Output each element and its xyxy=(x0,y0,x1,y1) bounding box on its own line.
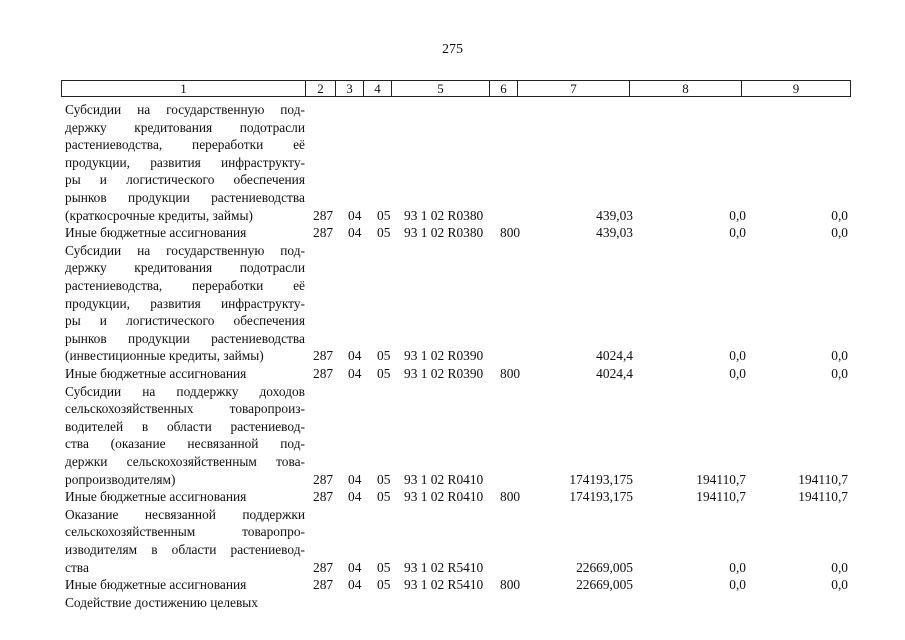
description-line: Иные бюджетные ассигнования xyxy=(65,577,247,593)
subsection-code: 05 xyxy=(377,225,391,241)
column-header: 3 xyxy=(336,81,364,97)
amount-col8: 0,0 xyxy=(729,559,746,575)
table-row xyxy=(0,576,905,594)
table-row xyxy=(0,101,905,224)
column-header-row xyxy=(62,81,851,97)
grbs-code: 287 xyxy=(313,489,334,505)
target-article-code: 93 1 02 R0380 xyxy=(404,225,484,241)
table-row xyxy=(0,224,905,242)
section-code: 04 xyxy=(348,471,362,487)
description-line: (инвестиционные кредиты, займы) xyxy=(65,348,264,364)
description-line: ры и логистического обеспечения xyxy=(65,313,305,329)
row-codes xyxy=(0,347,905,365)
amount-col9: 0,0 xyxy=(831,559,848,575)
description-line: Иные бюджетные ассигнования xyxy=(65,225,247,241)
target-article-code: 93 1 02 R0390 xyxy=(404,365,484,381)
target-article-code: 93 1 02 R5410 xyxy=(404,559,484,575)
description-line: держку кредитования подотрасли xyxy=(65,119,305,135)
row-codes xyxy=(0,471,905,489)
expense-type-code: 800 xyxy=(500,577,521,593)
subsection-code: 05 xyxy=(377,207,391,223)
amount-col9: 0,0 xyxy=(831,348,848,364)
column-header: 8 xyxy=(630,81,742,97)
section-code: 04 xyxy=(348,348,362,364)
description-line: водителей в области растениевод- xyxy=(65,418,305,434)
column-header: 1 xyxy=(62,81,306,97)
subsection-code: 05 xyxy=(377,577,391,593)
target-article-code: 93 1 02 R0380 xyxy=(404,207,484,223)
description-line: растениеводства, переработки её xyxy=(65,137,305,153)
column-header: 9 xyxy=(742,81,851,97)
column-header: 2 xyxy=(306,81,336,97)
grbs-code: 287 xyxy=(313,471,334,487)
description-line: Иные бюджетные ассигнования xyxy=(65,365,247,381)
description-line: сельскохозяйственным товаропро- xyxy=(65,524,305,540)
description-line: ры и логистического обеспечения xyxy=(65,172,305,188)
section-code: 04 xyxy=(348,577,362,593)
expense-type-code: 800 xyxy=(500,489,521,505)
description-line: (краткосрочные кредиты, займы) xyxy=(65,207,253,223)
budget-table-body xyxy=(0,101,905,611)
section-code: 04 xyxy=(348,489,362,505)
table-row xyxy=(0,383,905,489)
expense-type-code: 800 xyxy=(500,365,521,381)
description-line: ства xyxy=(65,559,89,575)
description-line: ства (оказание несвязанной под- xyxy=(65,436,305,452)
description-line: продукции, развития инфраструкту- xyxy=(65,295,305,311)
amount-col7: 22669,005 xyxy=(576,577,633,593)
grbs-code: 287 xyxy=(313,207,334,223)
amount-col8: 194110,7 xyxy=(696,471,746,487)
table-row xyxy=(0,506,905,576)
description-line: держки сельскохозяйственным това- xyxy=(65,453,305,469)
amount-col7: 22669,005 xyxy=(576,559,633,575)
row-codes xyxy=(0,207,905,225)
grbs-code: 287 xyxy=(313,348,334,364)
grbs-code: 287 xyxy=(313,225,334,241)
section-code: 04 xyxy=(348,225,362,241)
column-header: 7 xyxy=(518,81,630,97)
amount-col7: 4024,4 xyxy=(596,365,633,381)
description-line: Иные бюджетные ассигнования xyxy=(65,489,247,505)
table-row xyxy=(0,242,905,365)
amount-col9: 194110,7 xyxy=(798,471,848,487)
description-line: Субсидии на поддержку доходов xyxy=(65,383,305,399)
amount-col8: 0,0 xyxy=(729,207,746,223)
target-article-code: 93 1 02 R0410 xyxy=(404,471,484,487)
expense-type-code: 800 xyxy=(500,225,521,241)
description-line: держку кредитования подотрасли xyxy=(65,260,305,276)
target-article-code: 93 1 02 R5410 xyxy=(404,577,484,593)
amount-col8: 0,0 xyxy=(729,348,746,364)
description-line: Оказание несвязанной поддержки xyxy=(65,506,305,522)
amount-col7: 174193,175 xyxy=(569,471,633,487)
description-line: рынков продукции растениеводства xyxy=(65,189,305,205)
description-line: изводителям в области растениевод- xyxy=(65,541,305,557)
table-row xyxy=(0,488,905,506)
description-line: сельскохозяйственных товаропроиз- xyxy=(65,401,305,417)
row-codes xyxy=(0,576,905,594)
table-row xyxy=(0,365,905,383)
amount-col7: 174193,175 xyxy=(569,489,633,505)
column-header: 4 xyxy=(364,81,392,97)
amount-col9: 194110,7 xyxy=(798,489,848,505)
subsection-code: 05 xyxy=(377,365,391,381)
target-article-code: 93 1 02 R0410 xyxy=(404,489,484,505)
description-line: продукции, развития инфраструкту- xyxy=(65,154,305,170)
amount-col7: 439,03 xyxy=(596,207,633,223)
grbs-code: 287 xyxy=(313,559,334,575)
subsection-code: 05 xyxy=(377,471,391,487)
subsection-code: 05 xyxy=(377,559,391,575)
section-code: 04 xyxy=(348,559,362,575)
table-row xyxy=(0,594,905,612)
section-code: 04 xyxy=(348,207,362,223)
description-line: растениеводства, переработки её xyxy=(65,277,305,293)
row-codes xyxy=(0,224,905,242)
amount-col9: 0,0 xyxy=(831,225,848,241)
amount-col9: 0,0 xyxy=(831,207,848,223)
row-codes xyxy=(0,488,905,506)
description-line: Субсидии на государственную под- xyxy=(65,242,305,258)
subsection-code: 05 xyxy=(377,348,391,364)
description-line: рынков продукции растениеводства xyxy=(65,330,305,346)
description-line: Содействие достижению целевых xyxy=(65,594,258,610)
amount-col8: 0,0 xyxy=(729,365,746,381)
amount-col8: 0,0 xyxy=(729,225,746,241)
row-codes xyxy=(0,365,905,383)
description-line: ропроизводителям) xyxy=(65,471,176,487)
column-header-table xyxy=(61,80,851,97)
subsection-code: 05 xyxy=(377,489,391,505)
row-codes xyxy=(0,594,905,612)
amount-col7: 4024,4 xyxy=(596,348,633,364)
target-article-code: 93 1 02 R0390 xyxy=(404,348,484,364)
amount-col7: 439,03 xyxy=(596,225,633,241)
section-code: 04 xyxy=(348,365,362,381)
amount-col9: 0,0 xyxy=(831,365,848,381)
row-codes xyxy=(0,559,905,577)
amount-col9: 0,0 xyxy=(831,577,848,593)
amount-col8: 194110,7 xyxy=(696,489,746,505)
page-number: 275 xyxy=(442,42,463,57)
column-header: 5 xyxy=(392,81,490,97)
column-header: 6 xyxy=(490,81,518,97)
grbs-code: 287 xyxy=(313,577,334,593)
description-line: Субсидии на государственную под- xyxy=(65,102,305,117)
amount-col8: 0,0 xyxy=(729,577,746,593)
grbs-code: 287 xyxy=(313,365,334,381)
